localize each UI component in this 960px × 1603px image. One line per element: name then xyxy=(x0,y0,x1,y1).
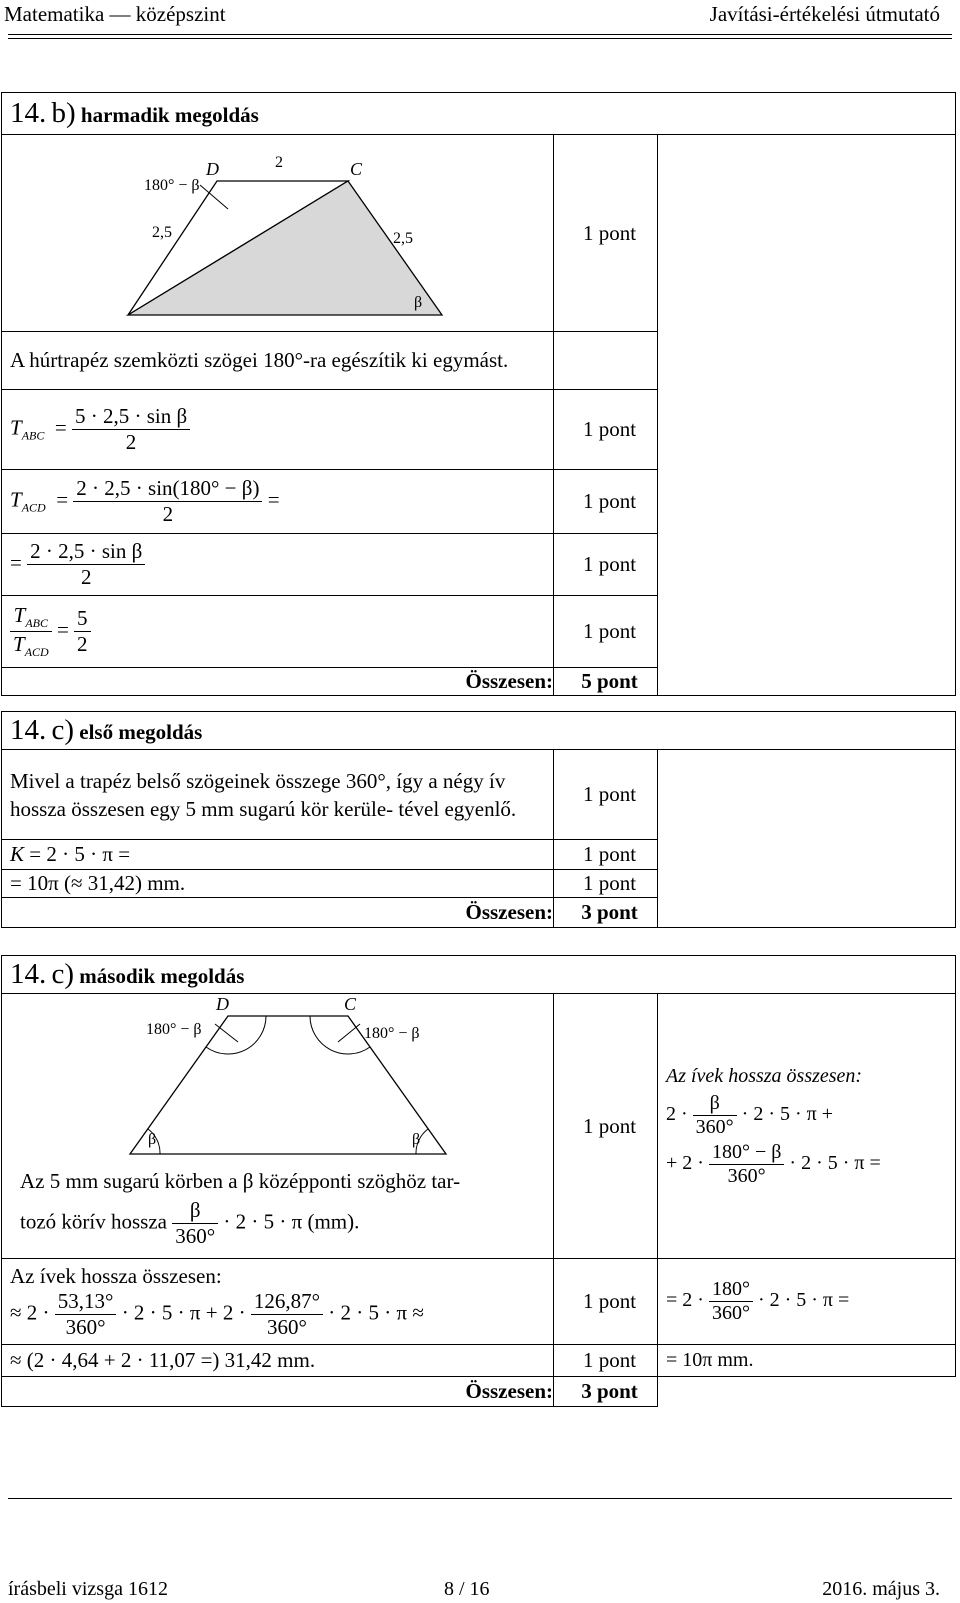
header-right: Javítási-értékelési útmutató xyxy=(709,2,940,26)
total-label: Összesen: xyxy=(2,1377,554,1407)
point-cell: 1 pont xyxy=(554,390,658,470)
formula-t-abc: $T_{ABC}$ = $\frac{\text{5 · 2,5 · sin β}}{2}$ xyxy=(2,390,554,470)
point-cell: 1 pont xyxy=(554,840,658,870)
page-number: 8 / 16 xyxy=(444,1578,490,1600)
angle-b-label: β xyxy=(412,1131,421,1148)
side-bc-label: 2,5 xyxy=(393,230,413,247)
angle-b-label: β xyxy=(414,294,423,311)
formula-ratio: $T_{ABC}$ $T_{ACD}$ = $\frac{5}{2}$ xyxy=(2,596,554,668)
vertex-a xyxy=(114,323,127,325)
angle-c-label: 180° − β xyxy=(364,1025,420,1042)
vertex-d: D xyxy=(206,159,219,179)
trapezoid-diagram xyxy=(10,135,562,325)
formula-simplified: = $\frac{\text{2 · 2,5 · sin β}}{2}$ xyxy=(2,534,554,596)
vertex-b xyxy=(448,323,459,325)
trapezoid-figure-cell xyxy=(2,135,554,332)
angle-d-label: 180° − β xyxy=(144,177,200,194)
total-points: 3 pont xyxy=(554,898,658,928)
section-title: 14. c) első megoldás xyxy=(2,712,956,750)
footer-left: írásbeli vizsga 1612 xyxy=(8,1578,168,1600)
numeric-result: ≈ (2 · 4,64 + 2 · 11,07 =) 31,42 mm. xyxy=(2,1345,554,1377)
header-rule xyxy=(8,34,952,35)
section-14b xyxy=(1,92,956,696)
side-note-cell: = 2 · $\frac{180^\circ}{360^\circ}$ · 2 · 5 · π = xyxy=(658,1259,956,1345)
page-header xyxy=(0,0,960,30)
arc-length-text: Az 5 mm sugarú körben a β középponti szöghöz tar- tozó körív hossza $\frac{\beta}{360^\circ}$ · 2 · 5 · π (mm). xyxy=(20,1169,461,1248)
section-14c-first xyxy=(1,711,956,928)
section-14c-second xyxy=(1,955,956,1407)
total-points: 5 pont xyxy=(554,668,658,696)
point-cell: 1 pont xyxy=(554,135,658,332)
formula-result: = 10π (≈ 31,42) mm. xyxy=(2,870,554,898)
angle-tick-d xyxy=(215,1024,238,1042)
angle-d-label: 180° − β xyxy=(146,1021,202,1038)
angle-a-label: β xyxy=(148,1131,157,1148)
formula-k: K = 2 · 5 · π = xyxy=(2,840,554,870)
footer-date: 2016. május 3. xyxy=(822,1578,940,1600)
header-left: Matematika — középszint xyxy=(4,2,226,26)
vertex-d: D xyxy=(216,994,229,1014)
trapezoid-angles-diagram xyxy=(10,994,562,1164)
vertex-c: C xyxy=(350,159,363,179)
notes-column xyxy=(658,750,956,928)
point-cell: 1 pont xyxy=(554,750,658,840)
notes-column xyxy=(658,135,956,696)
point-cell: 1 pont xyxy=(554,870,658,898)
angle-tick-c xyxy=(338,1024,360,1042)
side-note-result: = 10π mm. xyxy=(658,1345,956,1377)
header-rule-2 xyxy=(8,38,952,39)
point-cell: 1 pont xyxy=(554,1345,658,1377)
footer-rule xyxy=(8,1498,952,1499)
point-cell: 1 pont xyxy=(554,1259,658,1345)
point-cell: 1 pont xyxy=(554,534,658,596)
vertex-c: C xyxy=(344,994,357,1014)
total-points: 3 pont xyxy=(554,1377,658,1407)
section-title: 14. c) második megoldás xyxy=(2,956,956,994)
side-ab-label xyxy=(278,324,286,325)
total-label: Összesen: xyxy=(2,898,554,928)
section-title: 14. b) harmadik megoldás xyxy=(2,93,956,135)
figure-and-text-cell xyxy=(2,994,554,1259)
formula-t-acd: $T_{ACD}$ = $\frac{2 \cdot 2,5 \cdot \sin(180^\circ - \beta)}{2}$ = xyxy=(2,470,554,534)
side-ad-label: 2,5 xyxy=(152,224,172,241)
arcs-total-formula: Az ívek hossza összesen: ≈ 2 · $\frac{53,13^\circ}{360^\circ}$ · 2 · 5 · π + 2 · $\frac{126,87^\circ}{360^\circ}$ · 2 · 5 · π ≈ xyxy=(2,1259,554,1345)
text-line: A húrtrapéz szemközti szögei 180°-ra egészítik ki egymást. xyxy=(2,332,554,390)
point-cell: 1 pont xyxy=(554,994,658,1259)
side-dc-label: 2 xyxy=(275,154,283,171)
total-label: Összesen: xyxy=(2,668,554,696)
text-line: Mivel a trapéz belső szögeinek összege 360°, így a négy ív hossza összesen egy 5 mm sugarú kör kerüle- tével egyenlő. xyxy=(2,750,554,840)
side-note-cell: Az ívek hossza összesen: 2 · $\frac{\beta}{360^\circ}$ · 2 · 5 · π + + 2 · $\frac{180^\circ - \beta}{360^\circ}$ · 2 · 5 · π = xyxy=(658,994,956,1259)
point-cell: 1 pont xyxy=(554,470,658,534)
point-cell: 1 pont xyxy=(554,596,658,668)
